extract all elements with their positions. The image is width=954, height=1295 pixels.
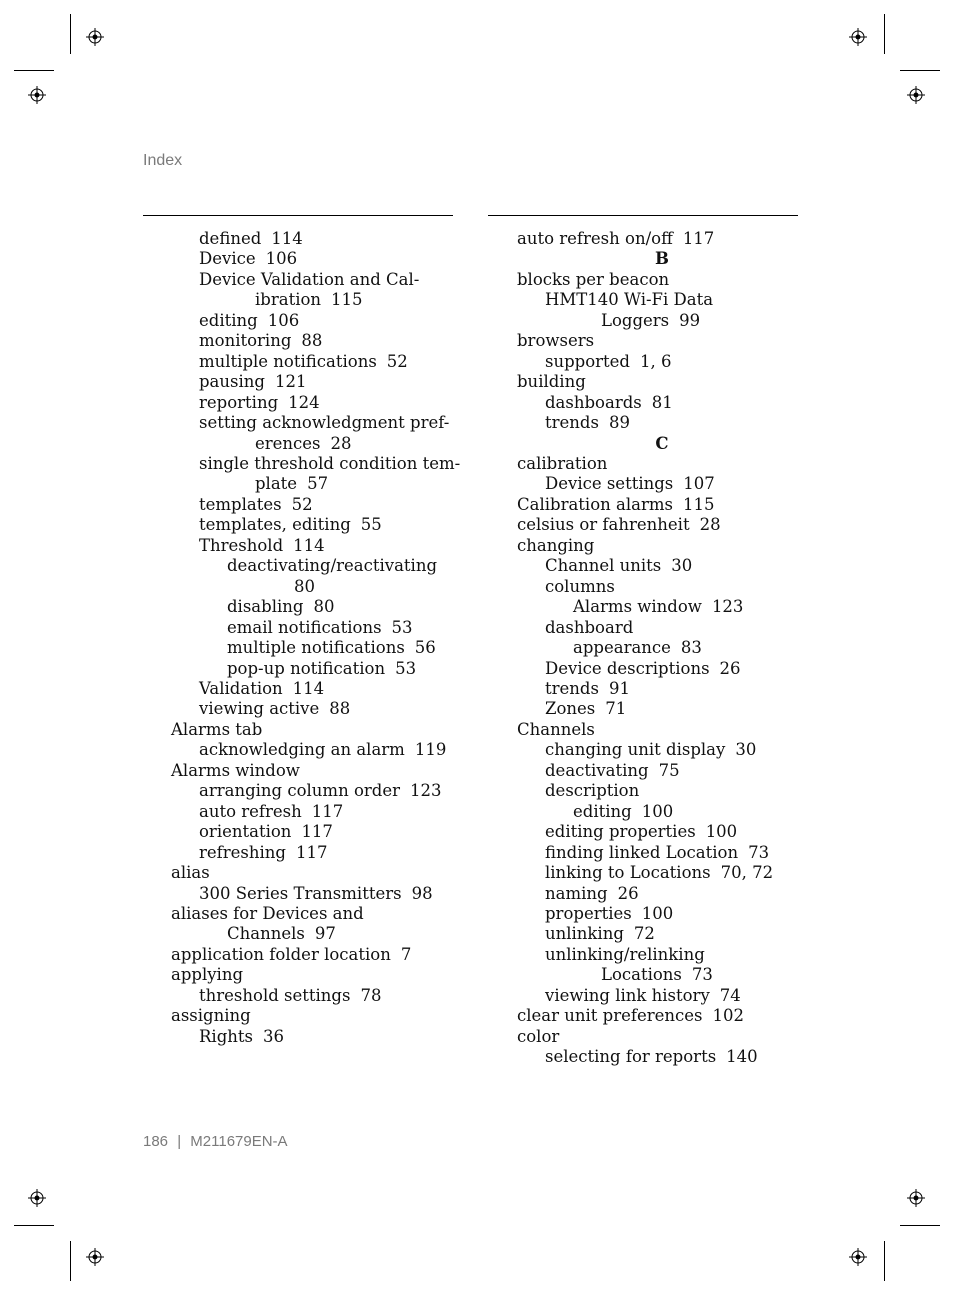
crop-mark-top-right-vertical [884, 14, 885, 54]
index-page-ref: 72 [633, 924, 655, 944]
index-term: email notifications [227, 617, 382, 637]
index-term: dashboard [545, 617, 634, 637]
registration-mark-icon [849, 28, 867, 46]
index-page-ref: 7 [400, 944, 412, 964]
index-term: building [517, 372, 586, 392]
index-entry [517, 413, 807, 433]
index-column-right [517, 229, 807, 1068]
footer-separator: | [177, 1133, 182, 1150]
index-entry [517, 802, 807, 822]
registration-mark-icon [28, 86, 46, 104]
index-entry [517, 965, 807, 985]
index-entry [171, 904, 461, 924]
index-entry [171, 352, 461, 372]
index-page-ref: 53 [395, 658, 417, 678]
index-term: viewing active [199, 699, 320, 719]
index-entry [171, 843, 461, 863]
index-term: Rights [199, 1026, 253, 1046]
index-term: alias [171, 863, 210, 883]
index-entry [517, 229, 807, 249]
index-page-ref: 30 [671, 556, 693, 576]
index-term: single threshold condition tem- [199, 453, 461, 473]
index-term: auto refresh [199, 801, 302, 821]
index-entry [517, 904, 807, 924]
index-term: ibration [255, 290, 322, 310]
index-entry [171, 454, 461, 474]
index-page-ref: 117 [311, 801, 344, 821]
index-term: supported [545, 351, 630, 371]
index-page-ref: 97 [314, 924, 336, 944]
index-entry [517, 720, 807, 740]
index-entry [171, 720, 461, 740]
index-term: Threshold [199, 535, 284, 555]
index-entry [171, 372, 461, 392]
index-entry [517, 270, 807, 290]
index-page-ref: 102 [712, 1006, 744, 1026]
index-entry [171, 822, 461, 842]
index-entry [171, 536, 461, 556]
index-page-ref: 114 [292, 678, 325, 698]
index-entry [171, 393, 461, 413]
index-term: defined [199, 229, 262, 248]
index-page-ref: 57 [307, 474, 329, 494]
index-page-ref: 55 [360, 515, 382, 535]
crop-mark-top-left-horizontal [14, 70, 54, 71]
index-entry [171, 597, 461, 617]
index-entry [517, 863, 807, 883]
index-entry [517, 618, 807, 638]
index-entry [517, 495, 807, 515]
index-page-ref: 124 [288, 392, 320, 412]
index-page-ref: 114 [293, 535, 325, 555]
crop-mark-top-right-horizontal [900, 70, 940, 71]
index-entry [171, 311, 461, 331]
index-entry [517, 843, 807, 863]
index-term: pausing [199, 372, 265, 392]
index-page-ref: 80 [313, 597, 335, 617]
index-page-ref: 53 [391, 617, 413, 637]
index-term: linking to Locations [545, 863, 711, 883]
index-term: setting acknowledgment pref- [199, 413, 450, 433]
index-entry [171, 863, 461, 883]
index-page-ref: 114 [271, 229, 303, 248]
index-term: dashboards [545, 392, 642, 412]
index-term: Locations [601, 965, 682, 985]
index-entry [171, 270, 461, 290]
index-entry [171, 802, 461, 822]
index-entry [517, 331, 807, 351]
index-entry [171, 331, 461, 351]
index-term: erences [255, 433, 321, 453]
index-page-ref: 123 [711, 597, 744, 617]
index-page-ref: 52 [386, 351, 408, 371]
index-term: deactivating/reactivating [227, 556, 438, 576]
index-term: properties [545, 903, 632, 923]
index-term: multiple notifications [199, 351, 377, 371]
right-column-rule [488, 215, 798, 216]
index-entry [517, 454, 807, 474]
index-term: changing [517, 535, 595, 555]
index-page-ref: 100 [641, 801, 674, 821]
index-term: Alarms window [573, 597, 702, 617]
index-page-ref: 28 [330, 433, 352, 453]
document-id: M211679EN-A [190, 1133, 288, 1150]
index-page-ref: 89 [608, 413, 630, 433]
index-entry [171, 884, 461, 904]
left-column-rule [143, 215, 453, 216]
index-page-ref: 74 [719, 985, 741, 1005]
index-term: auto refresh on/off [517, 229, 673, 248]
index-term: trends [545, 413, 599, 433]
index-entry [171, 945, 461, 965]
index-entry [517, 474, 807, 494]
index-entry [517, 638, 807, 658]
index-term: trends [545, 678, 599, 698]
index-term: Channels [227, 924, 305, 944]
index-entry [517, 781, 807, 801]
index-term: assigning [171, 1006, 251, 1026]
index-term: columns [545, 576, 615, 596]
index-term: aliases for Devices and [171, 903, 364, 923]
index-term: selecting for reports [545, 1047, 717, 1067]
index-term: 80 [294, 576, 315, 596]
index-term: Channel units [545, 556, 662, 576]
index-entry [517, 1047, 807, 1067]
index-term: editing [199, 310, 258, 330]
index-page-ref: 115 [682, 494, 715, 514]
index-letter-heading: B [655, 249, 669, 269]
index-entry [171, 1027, 461, 1047]
index-entry [517, 577, 807, 597]
page-footer [143, 1133, 288, 1150]
index-page-ref: 140 [726, 1047, 758, 1067]
index-page-ref: 121 [274, 372, 307, 392]
index-term: blocks per beacon [517, 269, 670, 289]
index-term: Device Validation and Cal- [199, 269, 420, 289]
index-page-ref: 73 [748, 842, 770, 862]
index-term: Zones [545, 699, 596, 719]
registration-mark-icon [849, 1248, 867, 1266]
index-entry [517, 1027, 807, 1047]
index-page-ref: 30 [735, 740, 757, 760]
index-entry [171, 515, 461, 535]
registration-mark-icon [907, 86, 925, 104]
index-term: unlinking [545, 924, 624, 944]
index-term: pop-up notification [227, 658, 386, 678]
index-page-ref: 107 [683, 474, 715, 494]
index-entry [517, 822, 807, 842]
index-page-ref: 119 [414, 740, 447, 760]
index-entry [171, 924, 461, 944]
index-term: Calibration alarms [517, 494, 673, 514]
index-term: Alarms window [171, 760, 300, 780]
index-term: editing [573, 801, 632, 821]
index-entry [171, 556, 461, 576]
index-term: deactivating [545, 760, 649, 780]
index-term: Validation [199, 678, 283, 698]
index-term: color [517, 1026, 560, 1046]
index-term: Alarms tab [171, 719, 263, 739]
index-term: disabling [227, 597, 304, 617]
index-entry [171, 659, 461, 679]
registration-mark-icon [86, 1248, 104, 1266]
index-entry [517, 986, 807, 1006]
index-term: clear unit preferences [517, 1006, 703, 1026]
index-entry [517, 536, 807, 556]
index-entry [171, 986, 461, 1006]
index-entry [171, 413, 461, 433]
index-term: viewing link history [545, 985, 710, 1005]
index-page-ref: 81 [651, 392, 673, 412]
index-page-ref: 100 [641, 903, 674, 923]
index-entry [171, 495, 461, 515]
index-entry [171, 781, 461, 801]
index-entry [171, 434, 461, 454]
index-entry [171, 679, 461, 699]
index-term: templates, editing [199, 515, 351, 535]
index-term: Device descriptions [545, 658, 710, 678]
index-entry [517, 311, 807, 331]
registration-mark-icon [28, 1189, 46, 1207]
index-page-ref: 88 [329, 699, 351, 719]
index-entry [171, 1006, 461, 1026]
index-column-left [171, 229, 461, 1047]
index-term: unlinking/relinking [545, 944, 705, 964]
index-term: HMT140 Wi-Fi Data [545, 290, 714, 310]
index-term: reporting [199, 392, 279, 412]
index-page-ref: 117 [682, 229, 715, 248]
index-page-ref: 98 [411, 883, 433, 903]
index-page-ref: 26 [719, 658, 741, 678]
index-page-ref: 106 [267, 310, 300, 330]
index-page-ref: 78 [360, 985, 382, 1005]
crop-mark-bottom-left-horizontal [14, 1225, 54, 1226]
index-page-ref: 115 [331, 290, 363, 310]
index-entry [171, 965, 461, 985]
index-page-ref: 123 [409, 781, 442, 801]
index-entry [171, 229, 461, 249]
index-term: calibration [517, 453, 608, 473]
index-entry [517, 515, 807, 535]
index-term: 300 Series Transmitters [199, 883, 402, 903]
index-entry [171, 249, 461, 269]
index-page-ref: 117 [301, 822, 333, 842]
index-entry [517, 924, 807, 944]
index-term: description [545, 781, 640, 801]
index-entry [517, 945, 807, 965]
index-entry [171, 638, 461, 658]
index-page-ref: 99 [679, 310, 701, 330]
index-entry [517, 1006, 807, 1026]
index-page-ref: 70, 72 [720, 863, 774, 883]
index-term: celsius or fahrenheit [517, 515, 690, 535]
index-page-ref: 36 [263, 1026, 284, 1046]
index-term: appearance [573, 638, 671, 658]
index-term: arranging column order [199, 781, 400, 801]
index-entry [517, 393, 807, 413]
index-term: acknowledging an alarm [199, 740, 405, 760]
index-entry [171, 761, 461, 781]
index-entry [517, 679, 807, 699]
index-term: browsers [517, 331, 595, 351]
index-term: application folder location [171, 944, 391, 964]
index-entry [517, 659, 807, 679]
index-page-ref: 28 [699, 515, 721, 535]
index-term: Channels [517, 719, 595, 739]
index-entry [171, 740, 461, 760]
index-page-ref: 91 [608, 678, 630, 698]
crop-mark-bottom-right-vertical [884, 1241, 885, 1281]
index-page-ref: 26 [617, 883, 639, 903]
index-entry [517, 761, 807, 781]
index-term: threshold settings [199, 985, 351, 1005]
index-entry [517, 597, 807, 617]
index-entry [517, 372, 807, 392]
index-entry [171, 699, 461, 719]
index-term: Loggers [601, 310, 670, 330]
index-term: orientation [199, 822, 292, 842]
index-term: Device [199, 249, 256, 269]
index-entry [171, 290, 461, 310]
index-page-ref: 73 [691, 965, 713, 985]
index-entry [517, 556, 807, 576]
crop-mark-bottom-left-vertical [70, 1241, 71, 1281]
index-page-ref: 100 [705, 822, 738, 842]
index-term: monitoring [199, 331, 292, 351]
index-page-ref: 83 [680, 638, 702, 658]
index-term: refreshing [199, 842, 286, 862]
index-term: Device settings [545, 474, 674, 494]
crop-mark-bottom-right-horizontal [900, 1225, 940, 1226]
index-term: naming [545, 883, 608, 903]
index-page-ref: 71 [605, 699, 627, 719]
page-number: 186 [143, 1133, 169, 1150]
registration-mark-icon [86, 28, 104, 46]
crop-mark-top-left-vertical [70, 14, 71, 54]
index-page-ref: 75 [658, 760, 680, 780]
index-term: editing properties [545, 822, 696, 842]
index-entry [517, 740, 807, 760]
index-page-ref: 117 [295, 842, 328, 862]
index-entry [171, 577, 461, 597]
running-head: Index [143, 152, 183, 169]
index-entry [517, 699, 807, 719]
registration-mark-icon [907, 1189, 925, 1207]
index-entry [517, 290, 807, 310]
index-page-ref: 88 [301, 331, 323, 351]
index-entry [171, 474, 461, 494]
index-term: templates [199, 494, 282, 514]
index-page-ref: 56 [414, 638, 436, 658]
index-term: changing unit display [545, 740, 726, 760]
index-page-ref: 106 [265, 249, 298, 269]
index-entry [517, 352, 807, 372]
index-term: multiple notifications [227, 638, 405, 658]
index-page-ref: 52 [291, 494, 313, 514]
index-term: plate [255, 474, 298, 494]
index-entry [171, 618, 461, 638]
index-page-ref: 1, 6 [640, 351, 672, 371]
index-term: finding linked Location [545, 842, 739, 862]
index-entry [517, 884, 807, 904]
index-term: applying [171, 965, 244, 985]
index-letter-heading: C [655, 433, 669, 453]
